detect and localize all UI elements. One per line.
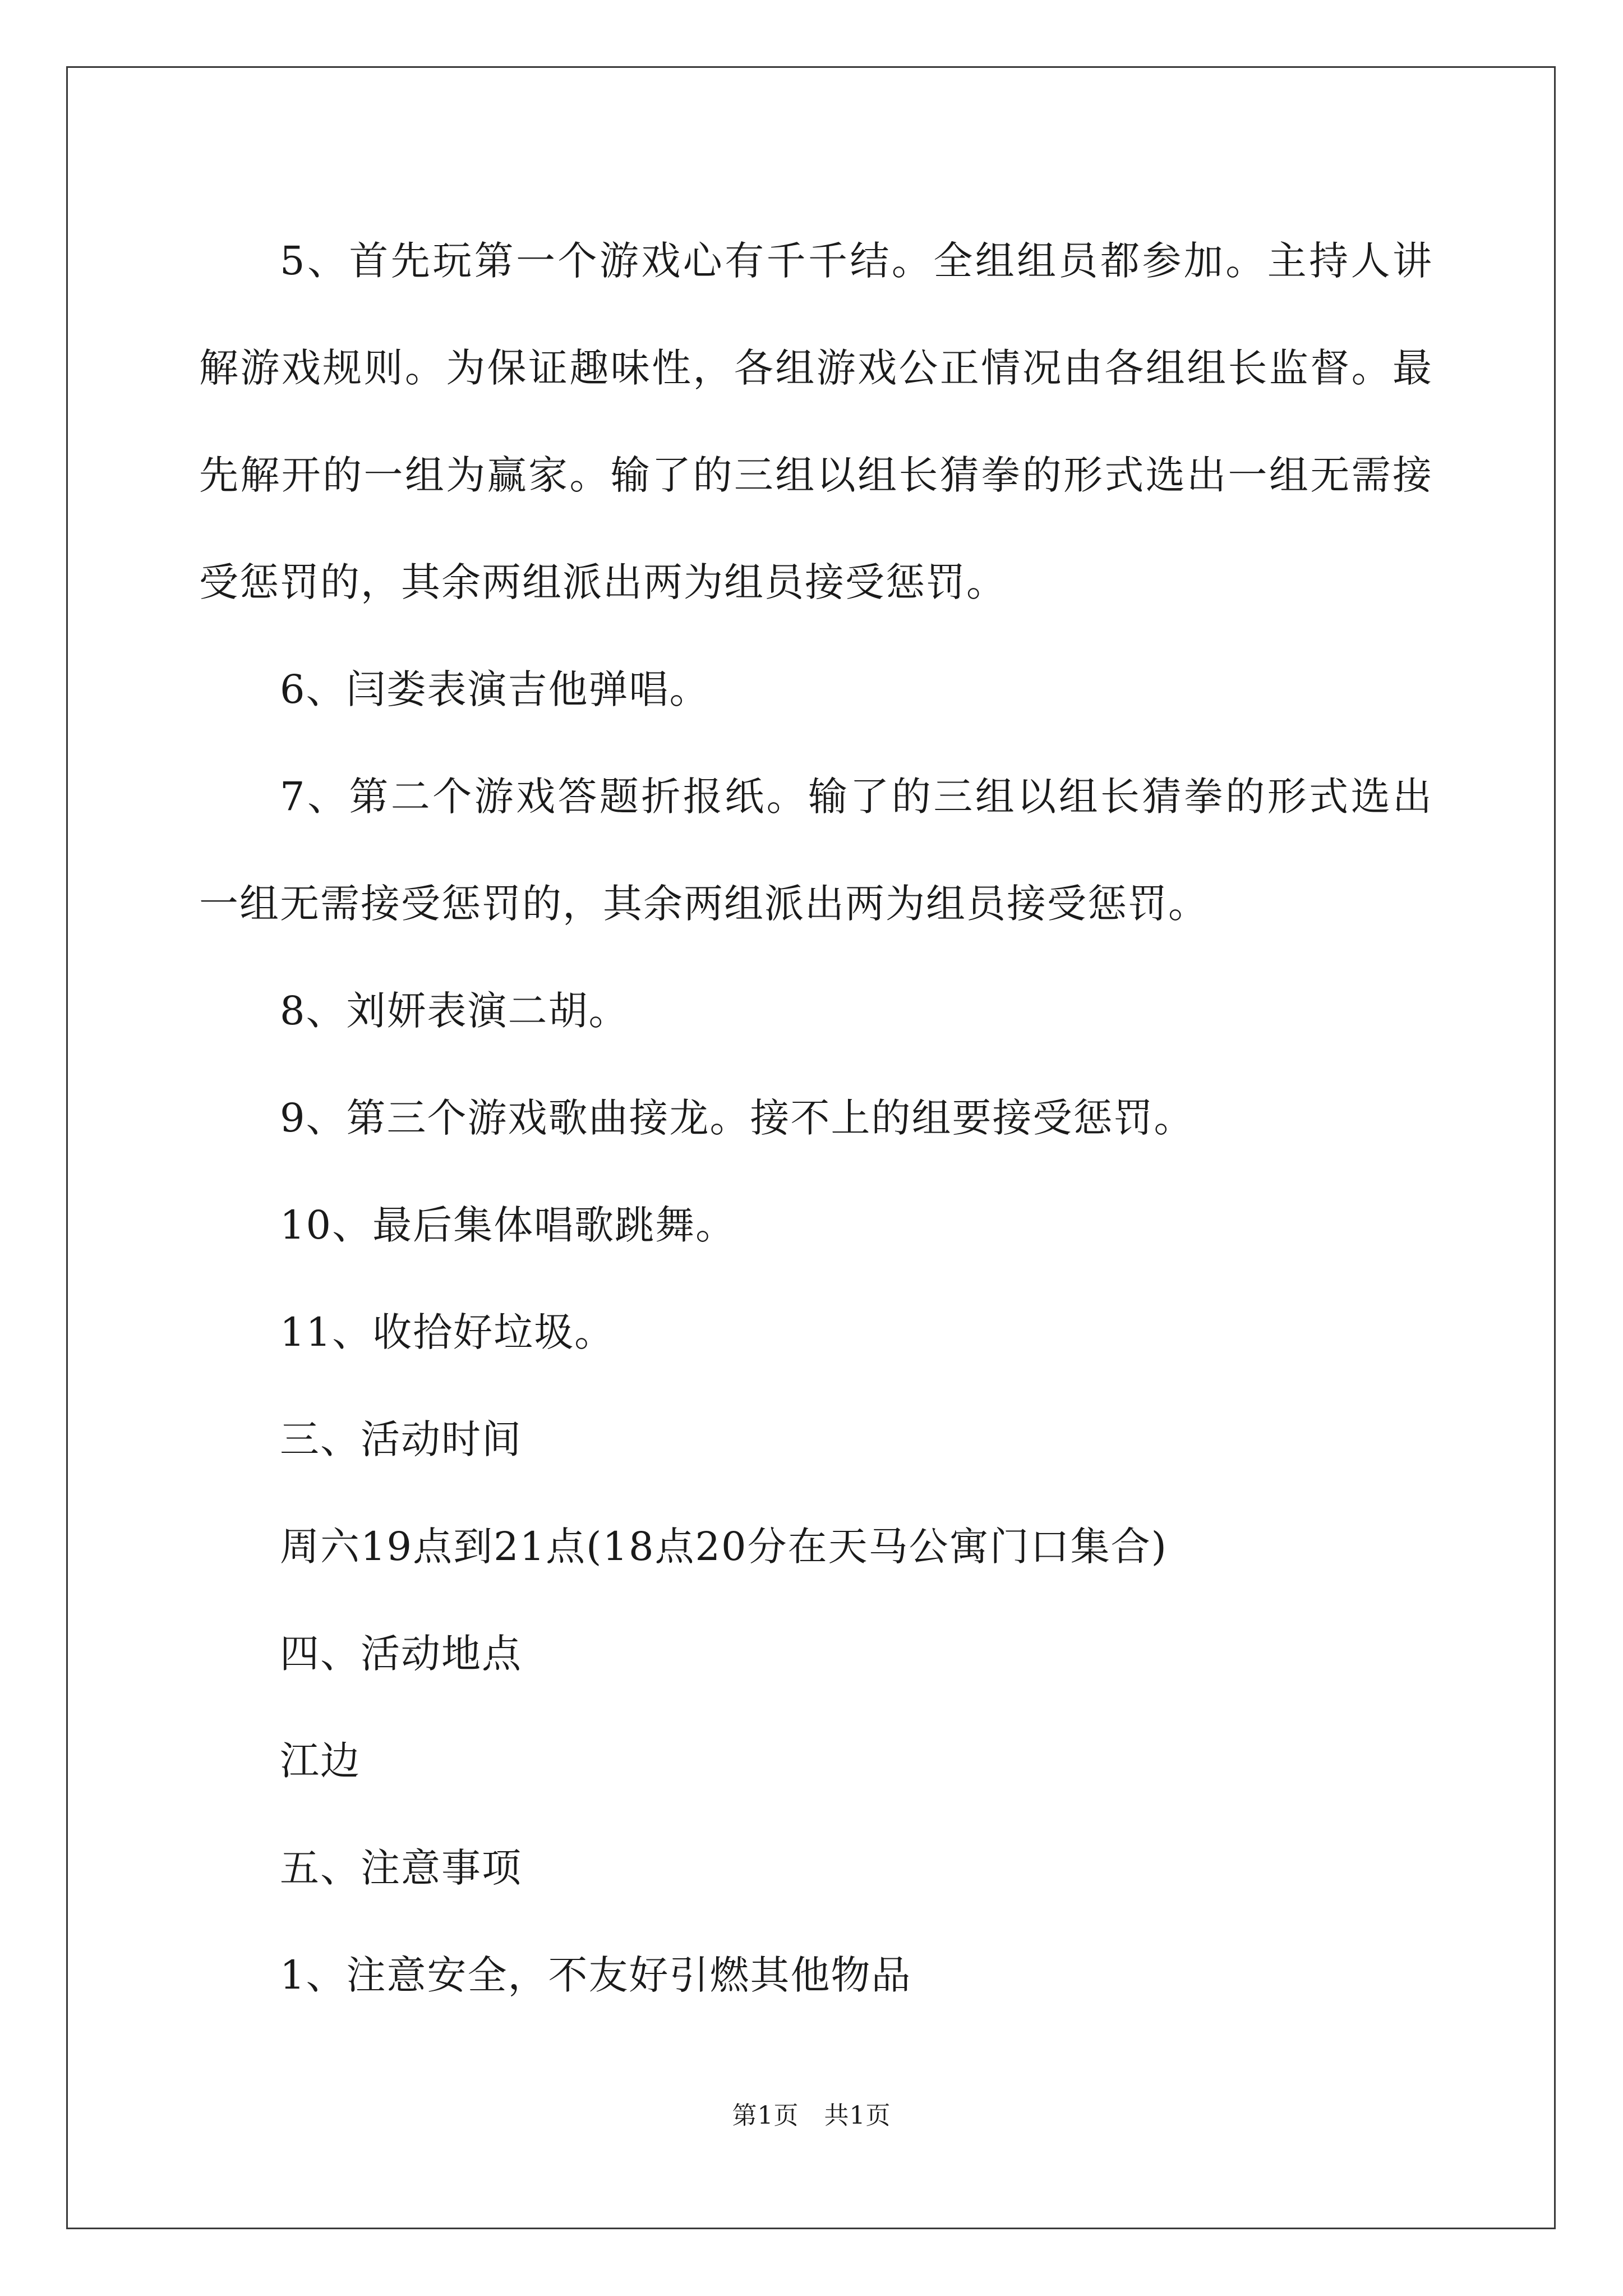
paragraph-item-7: 7、第二个游戏答题折报纸。输了的三组以组长猜拳的形式选出一组无需接受惩罚的，其余两组派出两为组员接受惩罚。 [199,774,1433,927]
activity-location-text: 江边 [280,1738,361,1784]
page-number-footer: 第1页 共1页 [732,2101,891,2130]
activity-time-text: 周六19点到21点(18点20分在天马公寓门口集合) [280,1524,1168,1570]
paragraph-item-8: 8、刘妍表演二胡。 [280,988,629,1034]
paragraph-item-6: 6、闫娄表演吉他弹唱。 [280,666,710,712]
paragraph-item-5: 5、首先玩第一个游戏心有千千结。全组组员都参加。主持人讲解游戏规则。为保证趣味性，各组游戏公正情况由各组组长监督。最先解开的一组为赢家。输了的三组以组长猜拳的形式选出一组无需接受惩罚的，其余两组派出两为组员接受惩罚。 [199,238,1433,605]
section-heading-time: 三、活动时间 [280,1416,522,1462]
paragraph-item-10: 10、最后集体唱歌跳舞。 [280,1202,736,1248]
section-heading-notes: 五、注意事项 [280,1845,522,1891]
document-body [199,208,1433,2029]
paragraph-item-9: 9、第三个游戏歌曲接龙。接不上的组要接受惩罚。 [280,1095,1195,1141]
note-item-1: 1、注意安全，不友好引燃其他物品 [280,1952,912,1998]
section-heading-location: 四、活动地点 [280,1631,522,1677]
paragraph-item-11: 11、收拾好垃圾。 [280,1309,615,1355]
